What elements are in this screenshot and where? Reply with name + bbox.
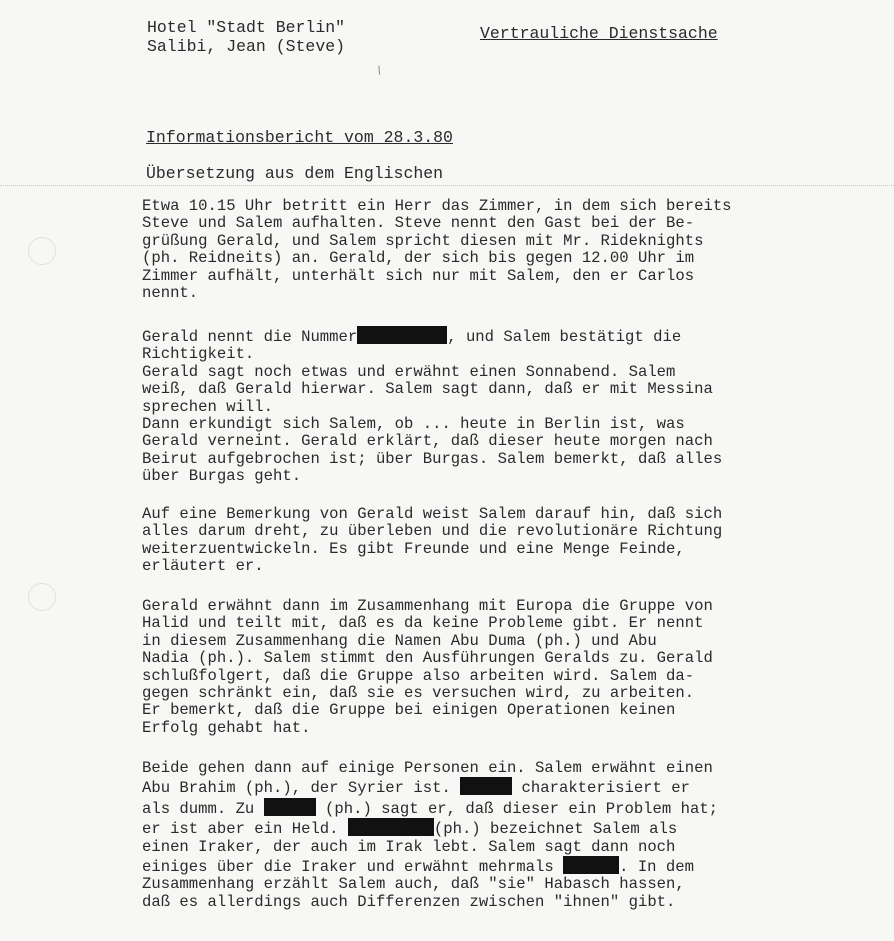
p5-line6b: . In dem [619, 858, 694, 877]
redaction-bar [348, 818, 434, 836]
redaction-bar [563, 856, 619, 874]
p5-line1: Beide gehen dann auf einige Personen ein. Salem erwähnt einen [142, 759, 713, 777]
paragraph-1: Etwa 10.15 Uhr betritt ein Herr das Zimmer, in dem sich bereits Steve und Salem aufhalten. Steve nennt den Gast bei der Be- grüßung Gerald, und Salem spricht diesen mit Mr. Rideknights (ph. Reidneits) an. Gerald, der sich bis gegen 12.00 Uhr im Zimmer aufhält, unterhält sich nur mit Salem, den er Carlos nennt. [142, 197, 732, 303]
p5-rest: Zusammenhang erzählt Salem auch, daß "sie" Habasch hassen, daß es allerdings auch Differenzen zwischen "ihnen" gibt. [142, 875, 685, 911]
report-subtitle: Übersetzung aus dem Englischen [146, 164, 444, 183]
p5-line4a: er ist aber ein Held. [142, 820, 348, 839]
redaction-bar [460, 777, 512, 795]
p5-line3a: als dumm. Zu [142, 799, 264, 818]
person-line: Salibi, Jean (Steve) [147, 37, 346, 56]
p5-line6a: einiges über die Iraker und erwähnt mehrmals [142, 858, 564, 877]
paragraph-4: Gerald erwähnt dann im Zusammenhang mit Europa die Gruppe von Halid und teilt mit, daß es da keine Probleme gibt. Er nennt in diesem Zusammenhang die Namen Abu Duma (ph.) und Abu Nadia (ph.). Salem stimmt den Ausführungen Geralds zu. Gerald schlußfolgert, daß die Gruppe also arbeiten wird. Salem da- gegen schränkt ein, daß sie es versuchen wird, zu arbeiten. Er bemerkt, daß die Gruppe bei einigen Operationen keinen Erfolg gehabt hat. [142, 597, 713, 737]
pen-mark: ⁄ [372, 63, 387, 79]
punch-hole [28, 583, 56, 611]
redaction-bar [264, 798, 316, 816]
classification-label: Vertrauliche Dienstsache [480, 24, 718, 43]
p5-line2b: charakterisiert er [512, 779, 690, 798]
redaction-bar [357, 326, 447, 344]
punch-hole [28, 237, 56, 265]
report-title: Informationsbericht vom 28.3.80 [146, 128, 453, 147]
hotel-line: Hotel "Stadt Berlin" [147, 18, 346, 37]
paragraph-5 [142, 760, 842, 911]
p5-line3b: (ph.) sagt er, daß dieser ein Problem hat; [315, 799, 719, 818]
p5-line4b: (ph.) bezeichnet Salem als [433, 820, 678, 839]
p5-line5: einen Iraker, der auch im Irak lebt. Salem sagt dann noch [142, 837, 676, 856]
paragraph-2 [142, 326, 842, 486]
paragraph-2-start: Gerald nennt die Nummer [142, 328, 358, 346]
header-left [147, 18, 345, 56]
paragraph-3: Auf eine Bemerkung von Gerald weist Salem darauf hin, daß sich alles darum dreht, zu überleben und die revolutionäre Richtung weiterzuentwickeln. Es gibt Freunde und eine Menge Feinde, erläutert er. [142, 505, 723, 576]
divider [0, 185, 894, 186]
paragraph-2-cont: , und Salem bestätigt die [447, 328, 682, 346]
paragraph-2-rest: Richtigkeit. Gerald sagt noch etwas und erwähnt einen Sonnabend. Salem weiß, daß Gerald hierwar. Salem sagt dann, daß er mit Messina sprechen will. Dann erkundigt sich Salem, ob ... heute in Berlin ist, was Gerald verneint. Gerald erklärt, daß dieser heute morgen nach Beirut aufgebrochen ist; über Burgas. Salem bemerkt, daß alles über Burgas geht. [142, 345, 723, 486]
p5-line2a: Abu Brahim (ph.), der Syrier ist. [142, 779, 461, 798]
